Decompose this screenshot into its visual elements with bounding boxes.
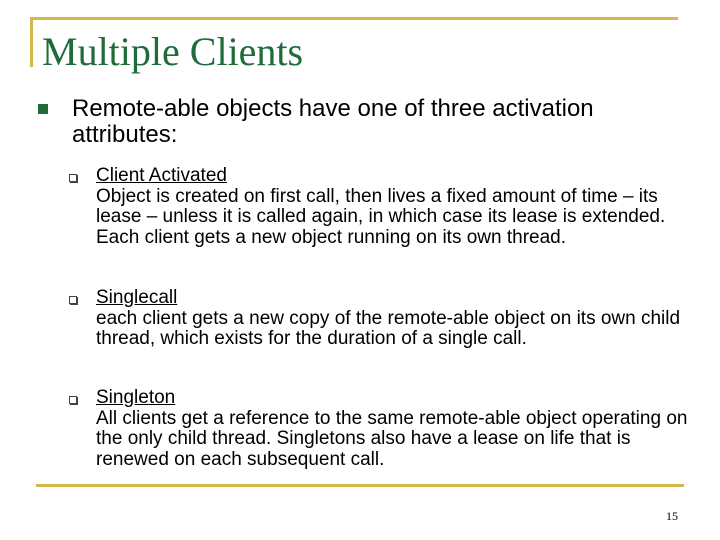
- slide-title: Multiple Clients: [42, 29, 304, 74]
- checkbox-bullet-icon: [69, 396, 77, 404]
- item-body: Object is created on first call, then lives a fixed amount of time – its lease – unless it is called again, in which case its lease is extended. Each client gets a new object running on its own thread.: [96, 185, 666, 248]
- item-heading: Client Activated: [96, 165, 227, 186]
- list-item-singleton: [96, 388, 696, 470]
- checkbox-bullet-icon: [69, 174, 77, 182]
- bullet-square-icon: [38, 104, 48, 114]
- list-item-client-activated: [96, 166, 696, 248]
- page-number: 15: [666, 509, 678, 523]
- list-item-singlecall: [96, 288, 696, 350]
- item-body: each client gets a new copy of the remote-able object on its own child thread, which exists for the duration of a single call.: [96, 307, 681, 349]
- item-heading: Singlecall: [96, 287, 178, 308]
- bottom-rule: [36, 484, 684, 487]
- main-bullet-text: Remote-able objects have one of three activation attributes:: [72, 95, 594, 148]
- top-rule: [30, 17, 678, 20]
- item-body: All clients get a reference to the same remote-able object operating on the only child thread. Singletons also have a lease on life that is renewed on each subsequent call.: [96, 407, 688, 470]
- left-rule: [30, 17, 33, 67]
- item-heading: Singleton: [96, 387, 176, 408]
- checkbox-bullet-icon: [69, 296, 77, 304]
